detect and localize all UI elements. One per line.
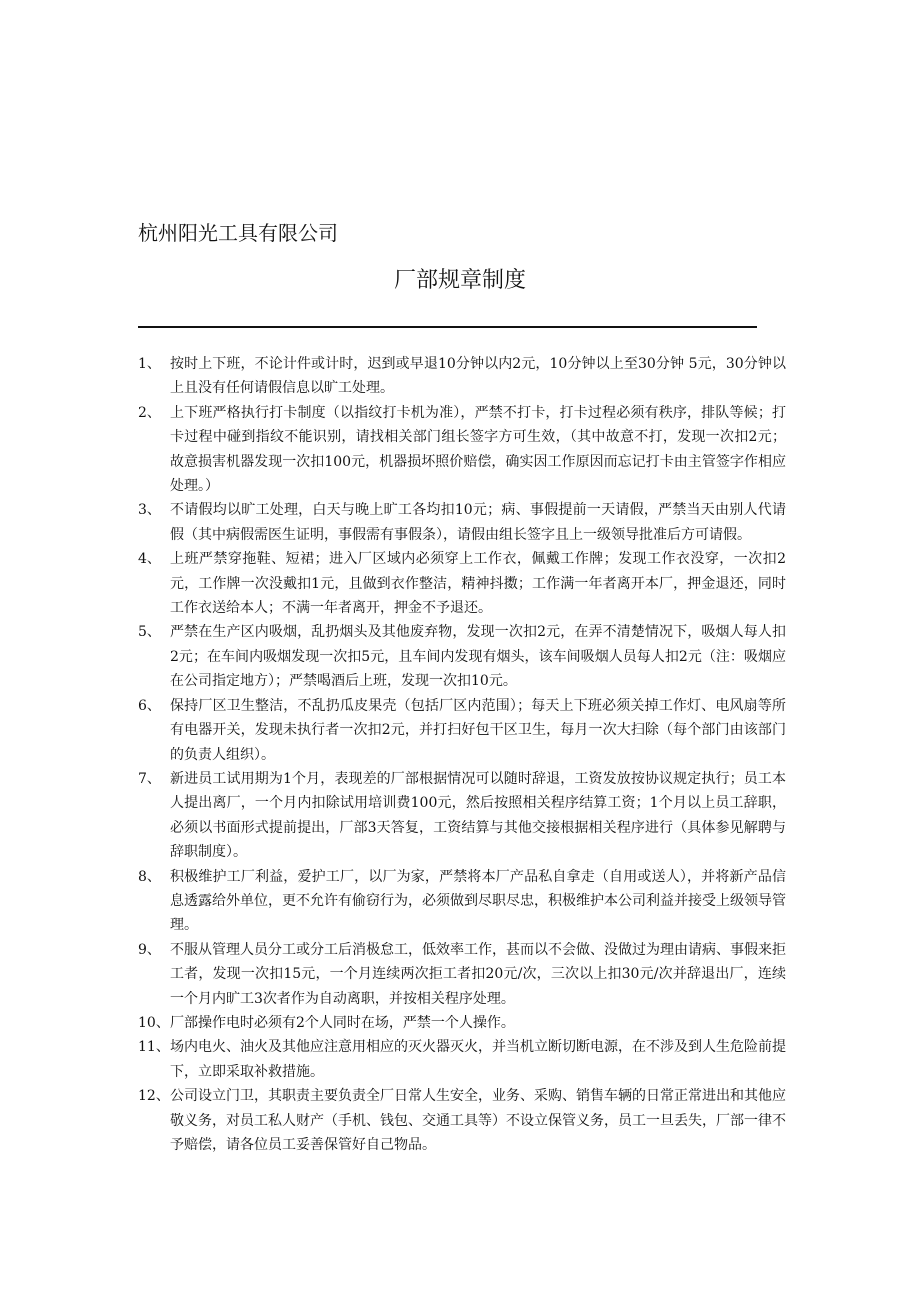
regulation-item xyxy=(138,1035,786,1084)
company-name: 杭州阳光工具有限公司 xyxy=(138,221,338,245)
regulation-text: 公司设立门卫，其职责主要负责全厂日常人生安全，业务、采购、销售车辆的日常正常进出和其他应敬义务，对员工私人财产（手机、钱包、交通工具等）不设立保管义务，员工一旦丢失，厂部一律不予赔偿，请各位员工妥善保管好自己物品。 xyxy=(170,1088,786,1153)
regulation-number: 2、 xyxy=(138,404,161,421)
regulation-text: 按时上下班，不论计件或计时，迟到或早退10分钟以内2元，10分钟以上至30分钟 5元，30分钟以上且没有任何请假信息以旷工处理。 xyxy=(170,356,786,397)
regulation-text: 严禁在生产区内吸烟，乱扔烟头及其他废弃物，发现一次扣2元，在弄不清楚情况下，吸烟人每人扣2元；在车间内吸烟发现一次扣5元，且车间内发现有烟头，该车间吸烟人员每人扣2元（注：吸烟应在公司指定地方）；严禁喝酒后上班，发现一次扣10元。 xyxy=(170,624,786,690)
regulation-number: 11、 xyxy=(138,1039,170,1056)
regulation-number: 9、 xyxy=(138,941,161,958)
regulation-text: 上班严禁穿拖鞋、短裙；进入厂区域内必须穿上工作衣，佩戴工作牌；发现工作衣没穿，一次扣2元，工作牌一次没戴扣1元，且做到衣作整洁，精神抖擞；工作满一年者离开本厂，押金退还，同时工作衣送给本人；不满一年者离开，押金不予退还。 xyxy=(170,551,786,617)
regulation-item xyxy=(138,547,786,620)
regulation-number: 7、 xyxy=(138,770,161,787)
regulation-number: 5、 xyxy=(138,624,161,641)
regulation-number: 3、 xyxy=(138,502,161,519)
regulation-item xyxy=(138,938,786,1011)
regulation-number: 8、 xyxy=(138,868,161,885)
regulation-item xyxy=(138,401,786,499)
regulation-item xyxy=(138,767,786,865)
regulation-number: 1、 xyxy=(138,356,161,372)
regulation-item xyxy=(138,352,786,401)
title-divider xyxy=(138,326,757,328)
regulation-number: 6、 xyxy=(138,697,161,714)
regulation-text: 不请假均以旷工处理，白天与晚上旷工各均扣10元；病、事假提前一天请假，严禁当天由别人代请假（其中病假需医生证明，事假需有事假条），请假由组长签字且上一级领导批准后方可请假。 xyxy=(170,502,786,543)
regulations-list xyxy=(138,352,786,1157)
regulation-item xyxy=(138,865,786,938)
regulation-text: 场内电火、油火及其他应注意用相应的灭火器灭火，并当机立断切断电源，在不涉及到人生危险前提下，立即采取补救措施。 xyxy=(170,1039,786,1080)
regulation-text: 厂部操作电时必须有2个人同时在场，严禁一个人操作。 xyxy=(170,1014,515,1031)
regulation-item xyxy=(138,620,786,693)
regulation-text: 积极维护工厂利益，爱护工厂，以厂为家，严禁将本厂产品私自拿走（自用或送人），并将新产品信息透露给外单位，更不允许有偷窃行为，必须做到尽职尽忠，积极维护本公司利益并接受上级领导管理。 xyxy=(170,868,786,934)
regulation-text: 新进员工试用期为1个月，表现差的厂部根据情况可以随时辞退，工资发放按协议规定执行；员工本人提出离厂，一个月内扣除试用培训费100元，然后按照相关程序结算工资；1个月以上员工辞职，必须以书面形式提前提出，厂部3天答复，工资结算与其他交接根据相关程序进行（具体参见解聘与辞职制度）。 xyxy=(170,770,786,861)
regulation-text: 保持厂区卫生整洁，不乱扔瓜皮果壳（包括厂区内范围）；每天上下班必须关掉工作灯、电风扇等所有电器开关，发现未执行者一次扣2元，并打扫好包干区卫生，每月一次大扫除（每个部门由该部门的负责人组织）。 xyxy=(170,697,786,763)
regulation-number: 10、 xyxy=(138,1014,170,1031)
regulation-item xyxy=(138,694,786,767)
regulation-item xyxy=(138,1084,786,1157)
document-title: 厂部规章制度 xyxy=(393,268,526,293)
regulation-number: 12、 xyxy=(138,1088,170,1105)
regulation-number: 4、 xyxy=(138,551,161,568)
regulation-text: 不服从管理人员分工或分工后消极怠工，低效率工作，甚而以不会做、没做过为理由请病、事假来拒工者，发现一次扣15元，一个月连续两次拒工者扣20元/次，三次以上扣30元/次并辞退出厂，连续一个月内旷工3次者作为自动离职，并按相关程序处理。 xyxy=(170,941,786,1007)
regulation-item xyxy=(138,1011,786,1035)
regulation-item xyxy=(138,498,786,547)
regulation-text: 上下班严格执行打卡制度（以指纹打卡机为准），严禁不打卡，打卡过程必须有秩序，排队等候；打卡过程中碰到指纹不能识别，请找相关部门组长签字方可生效，（其中故意不打，发现一次扣2元；故意损害机器发现一次扣100元，机器损坏照价赔偿，确实因工作原因而忘记打卡由主管签字作相应处理。） xyxy=(170,404,786,495)
